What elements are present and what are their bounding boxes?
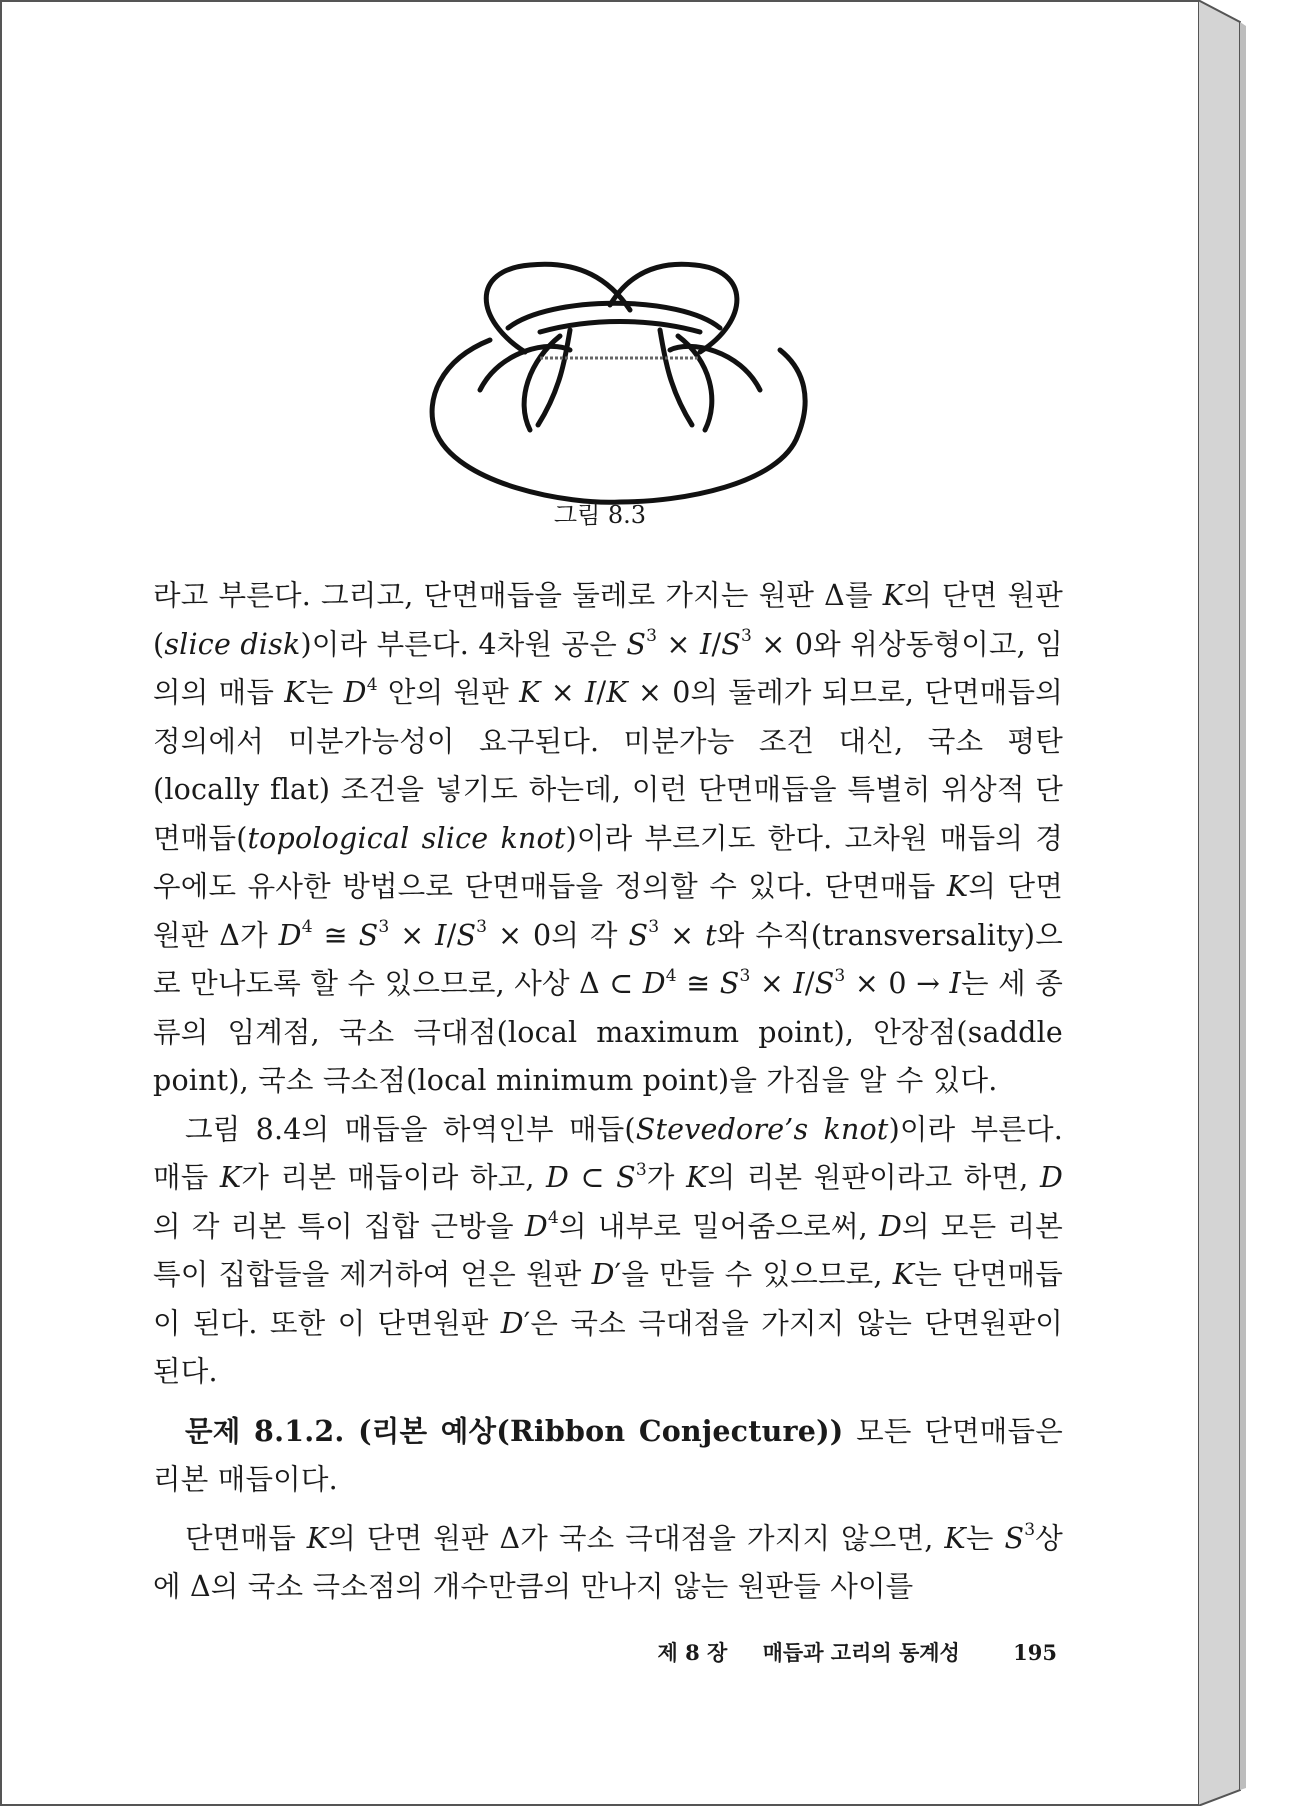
page-footer [658,1636,1057,1670]
body-text [153,572,1063,1612]
paragraph-3: 단면매듭 K의 단면 원판 Δ가 국소 극대점을 가지지 않으면, K는 $S^3$상에 Δ의 국소 극소점의 개수만큼의 만나지 않는 원판들 사이를 [153,1520,1064,1603]
paragraph-2: 그림 8.4의 매듭을 하역인부 매듭(Stevedore’s knot)이라 부른다. 매듭 K가 리본 매듭이라 하고, D ⊂ $S^3$가 K의 리본 원판이라고 하면, D의 각 리본 특이 집합 근방을 $D^4$의 내부로 밀어줌으로써, D의 모든 리본 특이 집합들을 제거하여 얻은 원판 D′을 만들 수 있으므로, K는 단면매듭이 된다. 또한 이 단면원판 D′은 국소 극대점을 가지지 않는 단면원판이 된다. [153,1112,1063,1388]
page-edge-shadow [1198,0,1290,1806]
footer-title: 매듭과 고리의 동계성 [762,1640,960,1665]
figure-caption: 그림 8.3 [553,501,647,529]
knot-figure [420,240,820,510]
problem-8-1-2: 문제 8.1.2. (리본 예상(Ribbon Conjecture)) 모든 단면매듭은 리본 매듭이다. [153,1413,1063,1496]
footer-chapter: 제 8 장 [657,1640,728,1665]
paragraph-1: 라고 부른다. 그리고, 단면매듭을 둘레로 가지는 원판 Δ를 K의 단면 원판(slice disk)이라 부른다. 4차원 공은 $S^3 \times I/S^3 \times 0$와 위상동형이고, 임의의 매듭 K는 $D^4$ 안의 원판 K × I/K × 0의 둘레가 되므로, 단면매듭의 정의에서 미분가능성이 요구된다. 미분가능 조건 대신, 국소 평탄(locally flat) 조건을 넣기도 하는데, 이런 단면매듭을 특별히 위상적 단면매듭(topological slice knot)이라 부르기도 한다. 고차원 매듭의 경우에도 유사한 방법으로 단면매듭을 정의할 수 있다. 단면매듭 K의 단면원판 Δ가 $D^4$ ≅ $S^3 \times I/S^3 \times 0$의 각 $S^3 \times t$와 수직(transversality)으로 만나도록 할 수 있으므로, 사상 Δ ⊂ $D^4$ ≅ $S^3 \times I/S^3 \times 0 \to I$는 세 종류의 임계점, 국소 극대점(local maximum point), 안장점(saddle point), 국소 극소점(local minimum point)을 가짐을 알 수 있다. [153,579,1064,1097]
page-number: 195 [1013,1640,1057,1665]
